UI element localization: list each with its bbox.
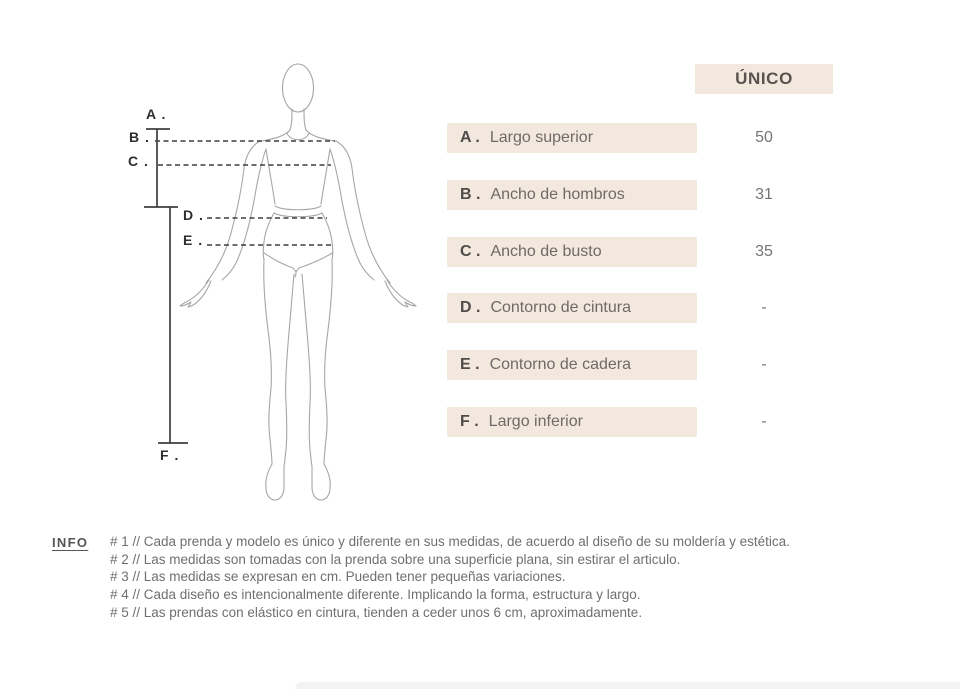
row-name: Contorno de cadera xyxy=(489,356,631,373)
mannequin-outline xyxy=(180,64,416,500)
measure-label-e: E . xyxy=(183,232,204,248)
table-row-label xyxy=(447,407,697,437)
row-letter: B . xyxy=(460,186,481,203)
measure-label-d: D . xyxy=(183,207,204,223)
info-note: # 3 // Las medidas se expresan en cm. Pueden tener pequeñas variaciones. xyxy=(110,569,566,585)
measurement-lines xyxy=(144,129,335,443)
table-row-label xyxy=(447,180,697,210)
table-row-value: - xyxy=(761,299,767,316)
row-letter: D . xyxy=(460,299,481,316)
table-row-label xyxy=(447,293,697,323)
measure-label-a: A . xyxy=(146,106,167,122)
row-name: Largo superior xyxy=(489,129,594,146)
row-letter: A . xyxy=(460,129,480,146)
measure-label-f: F . xyxy=(160,447,180,463)
table-row-value: 35 xyxy=(755,243,773,260)
row-letter: F . xyxy=(460,413,479,430)
table-row-value: - xyxy=(761,356,767,373)
info-note: # 4 // Cada diseño es intencionalmente diferente. Implicando la forma, estructura y largo. xyxy=(110,587,641,603)
row-letter: C . xyxy=(460,243,481,260)
info-note: # 2 // Las medidas son tomadas con la prenda sobre una superficie plana, sin estirar el articulo. xyxy=(110,551,681,567)
row-name: Contorno de cintura xyxy=(490,299,631,316)
table-row-value: - xyxy=(761,413,767,430)
row-name: Ancho de hombros xyxy=(490,186,625,203)
measure-label-b: B . xyxy=(129,129,150,145)
info-heading: INFO xyxy=(52,535,89,550)
info-note: # 5 // Las prendas con elástico en cintura, tienden a ceder unos 6 cm, aproximadamente. xyxy=(110,604,643,620)
row-name: Largo inferior xyxy=(488,413,583,430)
table-row-value: 31 xyxy=(755,186,773,203)
bottom-panel-edge xyxy=(295,682,960,689)
info-notes xyxy=(110,533,950,622)
row-letter: E . xyxy=(460,356,480,373)
table-row-label xyxy=(447,123,697,153)
table-row-label xyxy=(447,350,697,380)
table-row-label xyxy=(447,237,697,267)
row-name: Ancho de busto xyxy=(490,243,602,260)
table-row-value: 50 xyxy=(755,129,773,146)
size-column-header: ÚNICO xyxy=(695,64,833,94)
info-note: # 1 // Cada prenda y modelo es único y diferente en sus medidas, de acuerdo al diseño de su moldería y estética. xyxy=(110,534,790,549)
measure-label-c: C . xyxy=(128,153,149,169)
